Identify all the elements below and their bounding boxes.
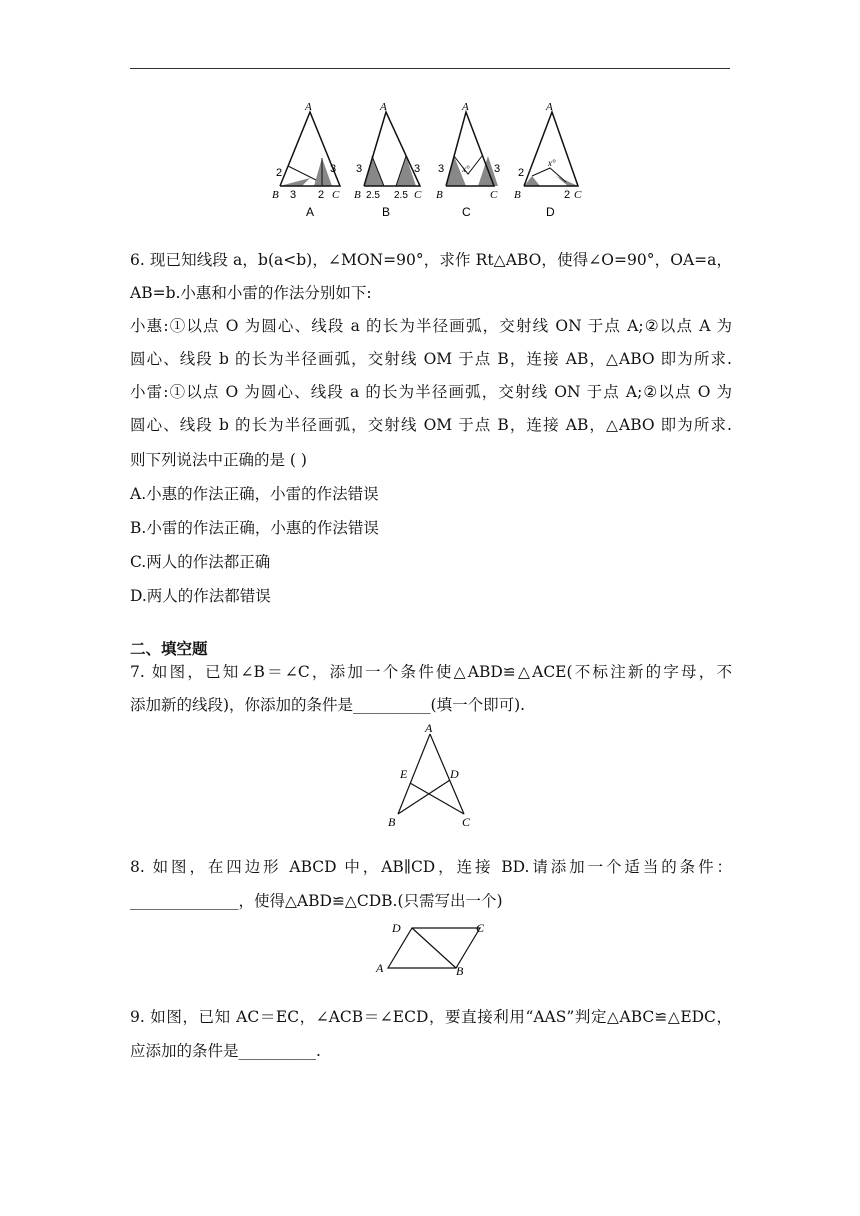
q6-line-6: 圆心、线段 b 的长为半径画弧，交射线 OM 于点 B，连接 AB，△ABO 即为所求. bbox=[130, 416, 732, 434]
opt-a-bl: 3 bbox=[290, 189, 297, 201]
opt-c-right: 3 bbox=[494, 163, 501, 175]
q8-figure bbox=[372, 918, 498, 976]
header-rule bbox=[130, 68, 730, 69]
opt-a-br: 2 bbox=[318, 189, 325, 201]
opt-c-label: C bbox=[462, 205, 471, 219]
opt-b-br: 2.5 bbox=[394, 190, 408, 201]
q8-label-a: A bbox=[376, 961, 384, 975]
q7-figure bbox=[380, 722, 480, 830]
opt-b-left: 3 bbox=[356, 163, 363, 175]
opt-c-left: 3 bbox=[438, 163, 445, 175]
opt-b-right: 3 bbox=[414, 163, 421, 175]
option-a-triangle bbox=[272, 101, 340, 219]
q6-line-4: 圆心、线段 b 的长为半径画弧，交射线 OM 于点 B，连接 AB，△ABO 即为所求. bbox=[130, 350, 732, 368]
opt-a-vertex: A bbox=[305, 101, 312, 113]
q7-label-d: D bbox=[450, 767, 459, 781]
q6-line-3: 小惠:①以点 O 为圆心、线段 a 的长为半径画弧，交射线 ON 于点 A;②以点 A 为 bbox=[130, 317, 732, 335]
opt-b-c: C bbox=[414, 189, 422, 201]
q7-label-a: A bbox=[425, 722, 433, 735]
q7-label-e: E bbox=[400, 767, 408, 781]
q8-line-2: ______________，使得△ABD≌△CDB.(只需写出一个) bbox=[130, 892, 503, 910]
q6-line-2: AB=b.小惠和小雷的作法分别如下: bbox=[130, 284, 372, 302]
option-b-triangle bbox=[354, 101, 422, 219]
opt-c-c: C bbox=[490, 189, 498, 201]
opt-b-bl: 2.5 bbox=[366, 190, 380, 201]
option-d-triangle bbox=[514, 101, 582, 219]
q6-line-5: 小雷:①以点 O 为圆心、线段 a 的长为半径画弧，交射线 ON 于点 A;②以点 O 为 bbox=[130, 383, 732, 401]
option-c-triangle bbox=[436, 101, 500, 219]
q7-line-2: 添加新的线段)，你添加的条件是__________(填一个即可). bbox=[130, 696, 526, 714]
q8-label-b: B bbox=[456, 964, 464, 976]
opt-b-label: B bbox=[382, 205, 391, 219]
opt-d-b: B bbox=[514, 189, 521, 201]
section-title: 二、填空题 bbox=[130, 640, 208, 658]
opt-b-b: B bbox=[354, 189, 361, 201]
opt-a-c: C bbox=[332, 189, 340, 201]
opt-c-b: B bbox=[436, 189, 443, 201]
opt-d-left: 2 bbox=[518, 167, 525, 179]
opt-d-angle: x° bbox=[548, 158, 556, 168]
opt-a-label: A bbox=[306, 205, 315, 219]
opt-a-left: 2 bbox=[276, 167, 283, 179]
q6-option-c: C.两人的作法都正确 bbox=[130, 553, 271, 571]
q7-label-c: C bbox=[462, 815, 471, 829]
q8-label-c: C bbox=[476, 921, 485, 935]
q6-line-7: 则下列说法中正确的是 ( ) bbox=[130, 451, 307, 469]
opt-c-angle: x° bbox=[462, 164, 470, 174]
opt-d-br: 2 bbox=[564, 189, 571, 201]
opt-b-vertex: A bbox=[380, 101, 387, 113]
triangle-options-figure bbox=[268, 98, 598, 224]
opt-c-vertex: A bbox=[462, 101, 469, 113]
q8-label-d: D bbox=[392, 921, 401, 935]
q9-line-1: 9. 如图，已知 AC＝EC，∠ACB＝∠ECD，要直接利用“AAS”判定△ABC≌△EDC， bbox=[130, 1008, 732, 1026]
q6-option-a: A.小惠的作法正确，小雷的作法错误 bbox=[130, 485, 379, 503]
opt-a-b: B bbox=[272, 189, 279, 201]
q7-label-b: B bbox=[388, 815, 396, 829]
opt-d-label: D bbox=[546, 205, 555, 219]
q6-option-b: B.小雷的作法正确，小惠的作法错误 bbox=[130, 519, 379, 537]
q6-line-1: 6. 现已知线段 a，b(a<b)，∠MON=90°，求作 Rt△ABO，使得∠O=90°，OA=a， bbox=[130, 251, 732, 269]
q6-option-d: D.两人的作法都错误 bbox=[130, 587, 271, 605]
q9-line-2: 应添加的条件是__________. bbox=[130, 1042, 321, 1060]
q8-line-1: 8. 如图，在四边形 ABCD 中，AB∥CD，连接 BD.请添加一个适当的条件： bbox=[130, 858, 732, 876]
q7-line-1: 7. 如图，已知∠B＝∠C，添加一个条件使△ABD≌△ACE(不标注新的字母，不 bbox=[130, 663, 732, 681]
opt-d-c: C bbox=[574, 189, 582, 201]
opt-d-vertex: A bbox=[546, 101, 553, 113]
opt-a-right: 3 bbox=[330, 163, 337, 175]
